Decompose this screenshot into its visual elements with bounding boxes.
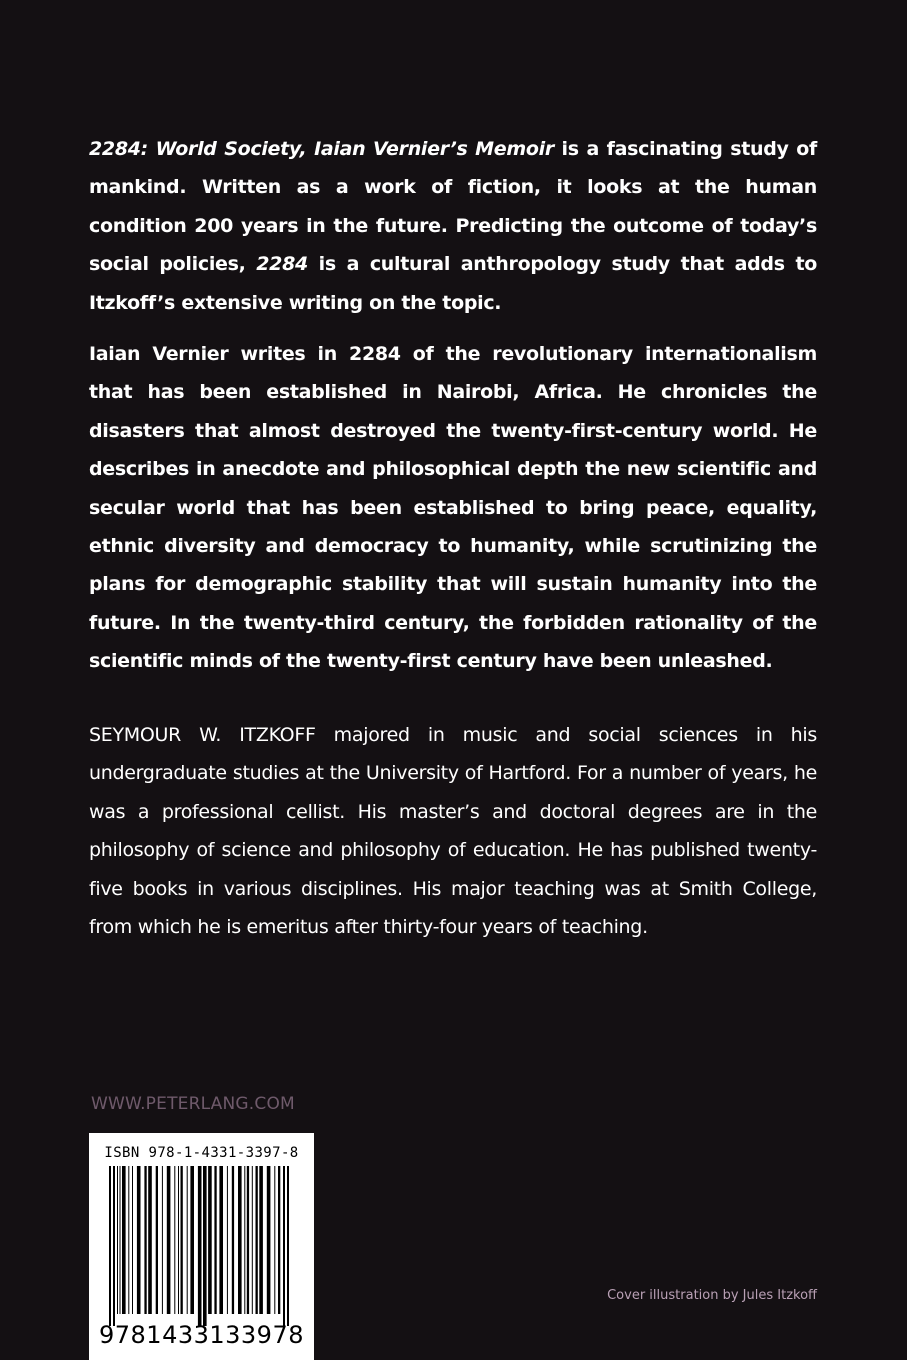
barcode-digits: 9781433133978 bbox=[98, 1321, 304, 1349]
book-title-short: 2284 bbox=[256, 253, 308, 276]
book-title-italic: 2284: World Society, Iaian Vernier’s Memoir bbox=[89, 138, 554, 160]
publisher-website[interactable]: WWW.PETERLANG.COM bbox=[91, 1094, 295, 1114]
blurb-text-a: is a fascinating study of mankind. Written as a work of fiction, it looks at the human condition 200 years in the future. Predicting the outcome of today’s social policies, bbox=[89, 138, 817, 276]
blurb-text-b: is a cultural anthropology study that adds to Itzkoff’s extensive writing on the topic. bbox=[89, 253, 817, 314]
isbn-barcode bbox=[89, 1133, 314, 1360]
cover-illustration-credit: Cover illustration by Jules Itzkoff bbox=[607, 1288, 817, 1303]
author-bio: SEYMOUR W. ITZKOFF majored in music and social sciences in his undergraduate studies at the University of Hartford. For a number of years, he was a professional cellist. His master’s and doctoral degrees are in the philosophy of science and philosophy of education. He has published twenty-five books in various disciplines. His major teaching was at Smith College, from which he is emeritus after thirty-four years of teaching. bbox=[89, 724, 817, 939]
isbn-label: ISBN 978-1-4331-3397-8 bbox=[104, 1145, 299, 1161]
barcode-bars bbox=[109, 1166, 294, 1326]
blurb-paragraph-1 bbox=[89, 130, 817, 322]
back-cover-blurb bbox=[89, 130, 817, 694]
blurb-paragraph-2: Iaian Vernier writes in 2284 of the revolutionary internationalism that has been established in Nairobi, Africa. He chronicles the disasters that almost destroyed the twenty-first-century world. He describes in anecdote and philosophical depth the new scientific and secular world that has been established to bring peace, equality, ethnic diversity and democracy to humanity, while scrutinizing the plans for demographic stability that will sustain humanity into the future. In the twenty-third century, the forbidden rationality of the scientific minds of the twenty-first century have been unleashed. bbox=[89, 343, 817, 673]
